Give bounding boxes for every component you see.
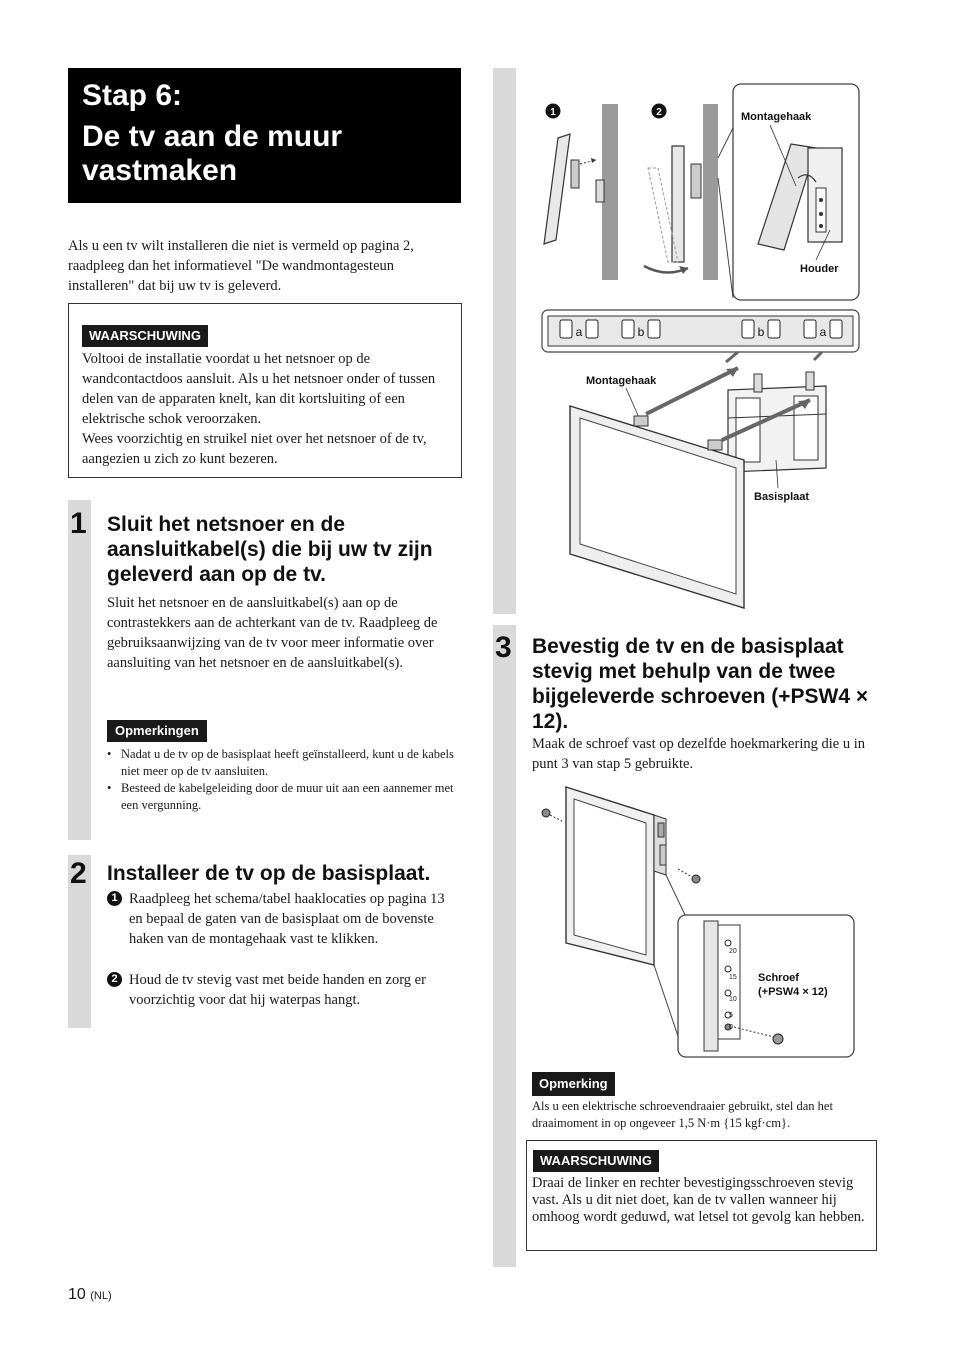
scale-5: 5 — [729, 1012, 733, 1019]
figure2-illustration — [526, 775, 866, 1065]
step3-sidebar — [493, 625, 516, 1267]
scale-20: 20 — [729, 948, 737, 955]
wall-2 — [703, 104, 718, 280]
warning-label-1: WAARSCHUWING — [82, 325, 208, 347]
note-label: Opmerking — [532, 1072, 615, 1096]
label-houder: Houder — [800, 263, 839, 275]
step2-number: 2 — [70, 857, 87, 890]
tv-side-1 — [544, 134, 604, 244]
warning-text-2: Draai de linker en rechter bevestigingsschroeven stevig vast. Als u dit niet doet, kan de tv vallen wanneer hij omhoog wordt geduwd, wat letsel tot gevolg kan hebben. — [532, 1175, 865, 1225]
label-basisplaat: Basisplaat — [754, 491, 810, 503]
slot-label-a2: a — [819, 325, 827, 339]
step1-notes-list — [107, 746, 463, 814]
page-title-block — [68, 68, 461, 203]
step2-item-1-text: Raadpleeg het schema/tabel haaklocaties op pagina 13 en bepaal de gaten van de basisplaat om de bovenste haken van de montagehaak vast te klikken. — [129, 891, 445, 947]
label-schroef: Schroef — [758, 972, 799, 984]
page-title: De tv aan de muur vastmaken — [82, 120, 343, 187]
marker-1-icon: 1 — [107, 891, 122, 906]
base-plate-rail — [542, 310, 859, 352]
tv-front — [570, 406, 744, 608]
base-plate — [728, 372, 826, 472]
warning-text-1a: Voltooi de installatie voordat u het netsnoer op de wandcontactdoos aansluit. Als u het netsnoer onder of tussen delen van de apparaten knelt, kan dit kortsluiting of een elektrische schok veroorzaken. — [82, 351, 436, 427]
label-schroef-spec: (+PSW4 × 12) — [758, 986, 828, 998]
scale-15: 15 — [729, 974, 737, 981]
label-montagehaak: Montagehaak — [741, 111, 812, 123]
figure1-marker-2 — [652, 104, 667, 119]
step3-body: Maak de schroef vast op dezelfde hoekmarkering die u in punt 3 van stap 5 gebruikte. — [532, 736, 865, 772]
note-text: Als u een elektrische schroevendraaier gebruikt, stel dan het draaimoment in op ongeveer 1,5 N·m {15 kgf·cm}. — [532, 1099, 833, 1130]
warning-label-2: WAARSCHUWING — [533, 1150, 659, 1172]
step3-number: 3 — [495, 631, 512, 664]
slot-label-a1: a — [575, 325, 583, 339]
intro-paragraph: Als u een tv wilt installeren die niet is vermeld op pagina 2, raadpleeg dan het informatievel "De wandmontagesteun installeren" dat bij uw tv is geleverd. — [68, 238, 414, 294]
label-montagehaak-2: Montagehaak — [586, 375, 657, 387]
step1-title: Sluit het netsnoer en de aansluitkabel(s) die bij uw tv zijn geleverd aan op de tv. — [107, 513, 433, 586]
list-item: • Besteed de kabelgeleiding door de muur uit aan een aannemer met een vergunning. — [107, 780, 463, 814]
step1-number: 1 — [70, 507, 87, 540]
list-item: • Nadat u de tv op de basisplaat heeft geïnstalleerd, kunt u de kabels niet meer op de tv aansluiten. — [107, 746, 463, 780]
warning-box-2 — [526, 1140, 877, 1251]
figure1-marker-1 — [546, 104, 561, 119]
scale-10: 10 — [729, 996, 737, 1003]
marker-2-icon: 2 — [107, 972, 122, 987]
scale-0: 0 — [729, 1024, 733, 1031]
figure1-marker-1-text: 1 — [550, 107, 556, 118]
warning-text-1b: Wees voorzichtig en struikel niet over het netsnoer of de tv, aangezien u zich zo kunt bezeren. — [82, 431, 427, 467]
tv-side-2 — [644, 146, 701, 274]
tv-angled — [566, 787, 666, 965]
figure1-marker-2-text: 2 — [656, 107, 662, 118]
slot-label-b1: b — [637, 325, 645, 339]
step3-title: Bevestig de tv en de basisplaat stevig met behulp van de twee bijgeleverde schroeven (+PSW4 × 12). — [532, 635, 869, 733]
figure1-illustration — [516, 68, 896, 614]
slot-label-b2: b — [757, 325, 765, 339]
step2-item-2-text: Houd de tv stevig vast met beide handen en zorg er voorzichtig voor dat hij waterpas hangt. — [129, 972, 426, 1008]
step2-title: Installeer de tv op de basisplaat. — [107, 862, 431, 885]
bracket-detail — [704, 921, 740, 1051]
page-title-step: Stap 6: — [82, 79, 183, 112]
page-number: 10 — [68, 1286, 86, 1303]
page-lang: (NL) — [90, 1290, 112, 1302]
step1-notes-label: Opmerkingen — [107, 720, 207, 742]
page-footer — [68, 1286, 112, 1304]
warning-box-1 — [68, 303, 462, 478]
step2-item-2 — [107, 970, 459, 1010]
figure1-sidebar — [493, 68, 516, 614]
step1-sidebar — [68, 500, 91, 840]
step1-body: Sluit het netsnoer en de aansluitkabel(s) aan op de contrastekkers aan de achterkant van de tv. Raadpleeg de gebruiksaanwijzing van de tv voor meer informatie over aansluiting van het netsnoer en de aansluitkabel(s). — [107, 595, 438, 671]
step2-item-1 — [107, 889, 459, 949]
